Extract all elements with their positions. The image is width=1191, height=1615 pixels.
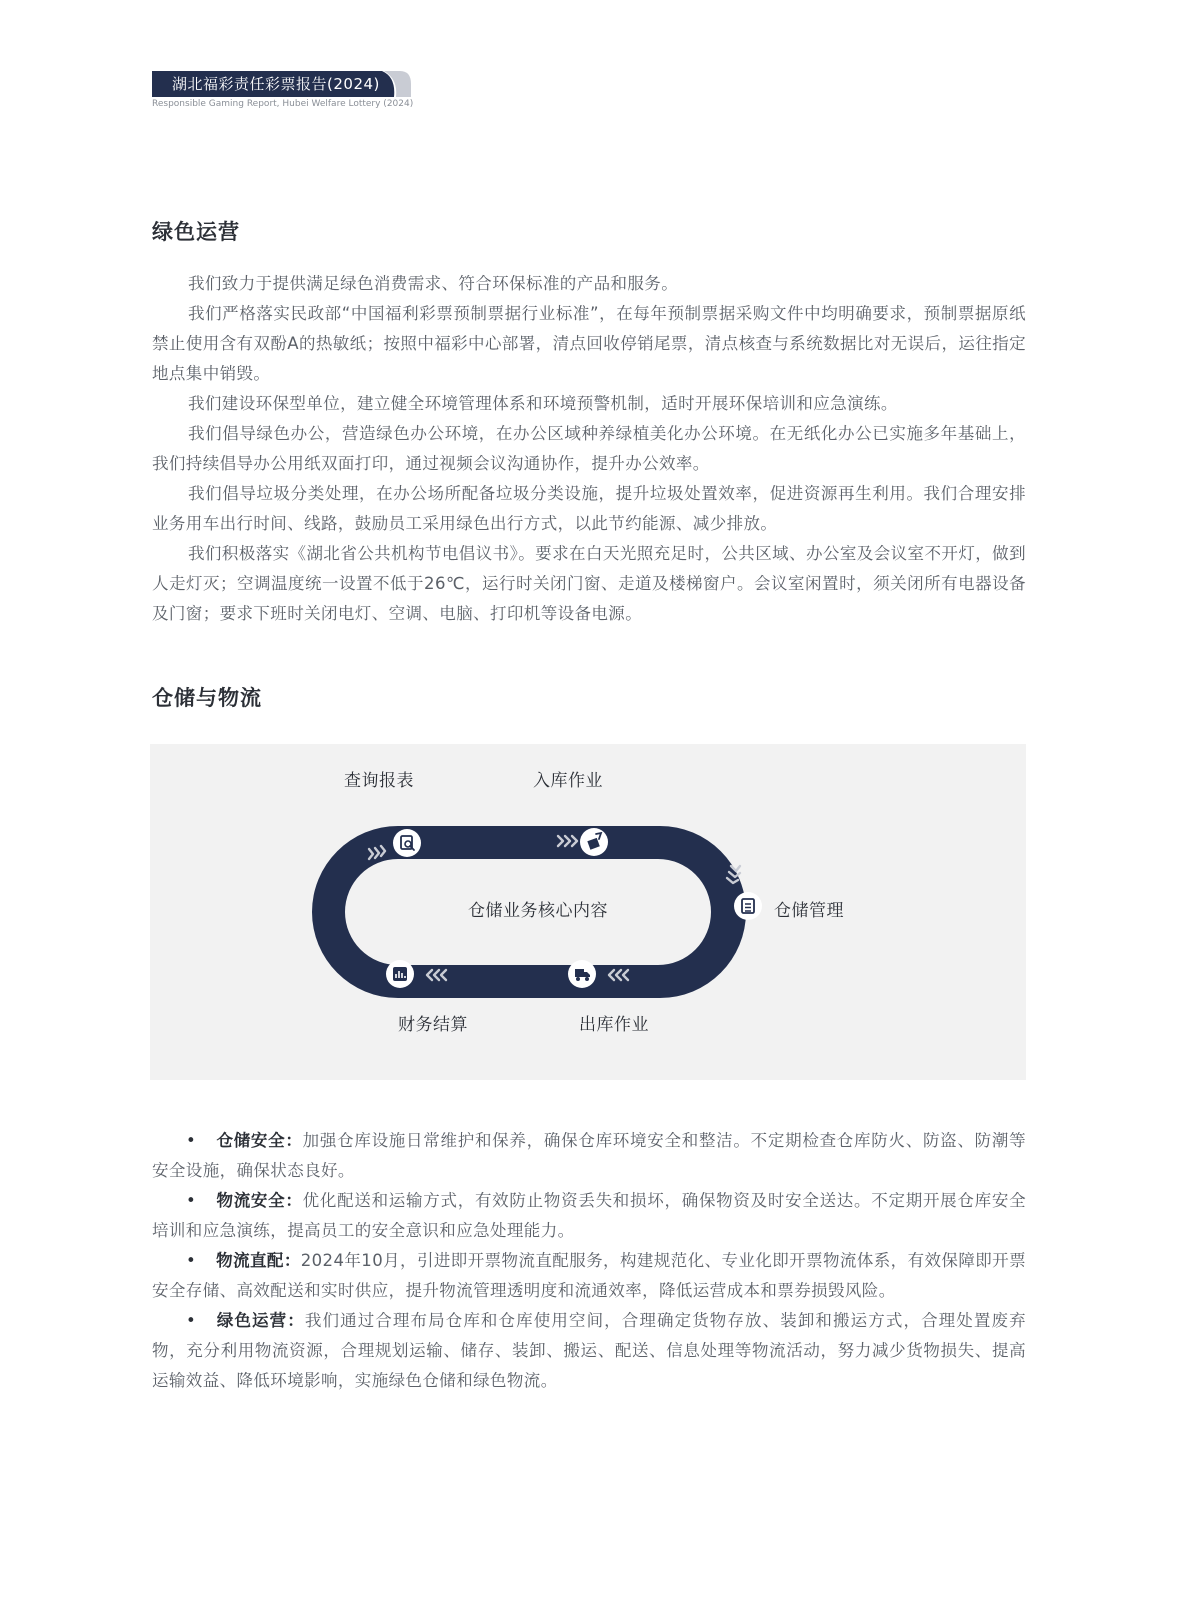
bullet-text: 优化配送和运输方式，有效防止物资丢失和损坏，确保物资及时安全送达。不定期开展仓库安全培训和应急演练，提高员工的安全意识和应急处理能力。	[152, 1191, 1027, 1240]
bullet-text: 加强仓库设施日常维护和保养，确保仓库环境安全和整洁。不定期检查仓库防火、防盗、防潮等安全设施，确保状态良好。	[152, 1131, 1027, 1180]
storage-manage-icon	[734, 892, 762, 920]
inbound-icon	[580, 828, 608, 856]
bullet-label: 物流安全：	[216, 1191, 303, 1210]
section-title-green-ops: 绿色运营	[152, 220, 240, 244]
bullet-icon: •	[186, 1191, 197, 1210]
paragraph: 我们倡导绿色办公，营造绿色办公环境，在办公区域种养绿植美化办公环境。在无纸化办公已实施多年基础上，我们持续倡导办公用纸双面打印，通过视频会议沟通协作，提升办公效率。	[152, 424, 1026, 473]
node-label-inbound: 入库作业	[533, 771, 603, 791]
report-subtitle: Responsible Gaming Report, Hubei Welfare Lottery (2024)	[152, 99, 414, 109]
paragraph: 我们严格落实民政部“中国福利彩票预制票据行业标准”，在每年预制票据采购文件中均明确要求，预制票据原纸禁止使用含有双酚A的热敏纸；按照中福彩中心部署，清点回收停销尾票，清点核查与系统数据比对无误后，运往指定地点集中销毁。	[152, 304, 1026, 383]
green-ops-body	[152, 269, 1026, 629]
storage-diagram	[150, 744, 1026, 1080]
storage-bullet-list	[152, 1126, 1026, 1396]
bullet-icon: •	[186, 1251, 197, 1270]
bullet-text: 我们通过合理布局仓库和仓库使用空间，合理确定货物存放、装卸和搬运方式，合理处置废弃物，充分利用物流资源，合理规划运输、储存、装卸、搬运、配送、信息处理等物流活动，努力减少货物损失、提高运输效益、降低环境影响，实施绿色仓储和绿色物流。	[152, 1311, 1026, 1390]
bullet-label: 绿色运营：	[216, 1311, 305, 1330]
diagram-center-label: 仓储业务核心内容	[468, 901, 608, 921]
paragraph: 我们致力于提供满足绿色消费需求、符合环保标准的产品和服务。	[188, 274, 679, 293]
report-title: 湖北福彩责任彩票报告(2024)	[172, 75, 380, 93]
list-item	[152, 1306, 1026, 1396]
node-label-query: 查询报表	[344, 771, 414, 791]
list-item	[152, 1246, 1026, 1306]
paragraph: 我们积极落实《湖北省公共机构节电倡议书》。要求在白天光照充足时，公共区域、办公室及会议室不开灯，做到人走灯灭；空调温度统一设置不低于26℃，运行时关闭门窗、走道及楼梯窗户。会议室闲置时，须关闭所有电器设备及门窗；要求下班时关闭电灯、空调、电脑、打印机等设备电源。	[152, 544, 1026, 623]
paragraph: 我们建设环保型单位，建立健全环境管理体系和环境预警机制，适时开展环保培训和应急演练。	[188, 394, 898, 413]
node-label-manage: 仓储管理	[774, 901, 844, 921]
section-title-storage: 仓储与物流	[152, 686, 262, 710]
bullet-label: 物流直配：	[216, 1251, 301, 1270]
bullet-icon: •	[186, 1131, 197, 1150]
list-item	[152, 1126, 1026, 1186]
bullet-label: 仓储安全：	[216, 1131, 303, 1150]
list-item	[152, 1186, 1026, 1246]
report-header-badge	[152, 71, 411, 97]
report-icon	[393, 829, 421, 857]
truck-icon	[568, 960, 596, 988]
finance-icon	[386, 960, 414, 988]
paragraph: 我们倡导垃圾分类处理，在办公场所配备垃圾分类设施，提升垃圾处置效率，促进资源再生利用。我们合理安排业务用车出行时间、线路，鼓励员工采用绿色出行方式，以此节约能源、减少排放。	[152, 484, 1026, 533]
node-label-outbound: 出库作业	[579, 1015, 649, 1035]
bullet-icon: •	[186, 1311, 197, 1330]
node-label-finance: 财务结算	[398, 1015, 468, 1035]
bullet-text: 2024年10月，引进即开票物流直配服务，构建规范化、专业化即开票物流体系，有效保障即开票安全存储、高效配送和实时供应，提升物流管理透明度和流通效率，降低运营成本和票券损毁风险。	[152, 1251, 1026, 1300]
